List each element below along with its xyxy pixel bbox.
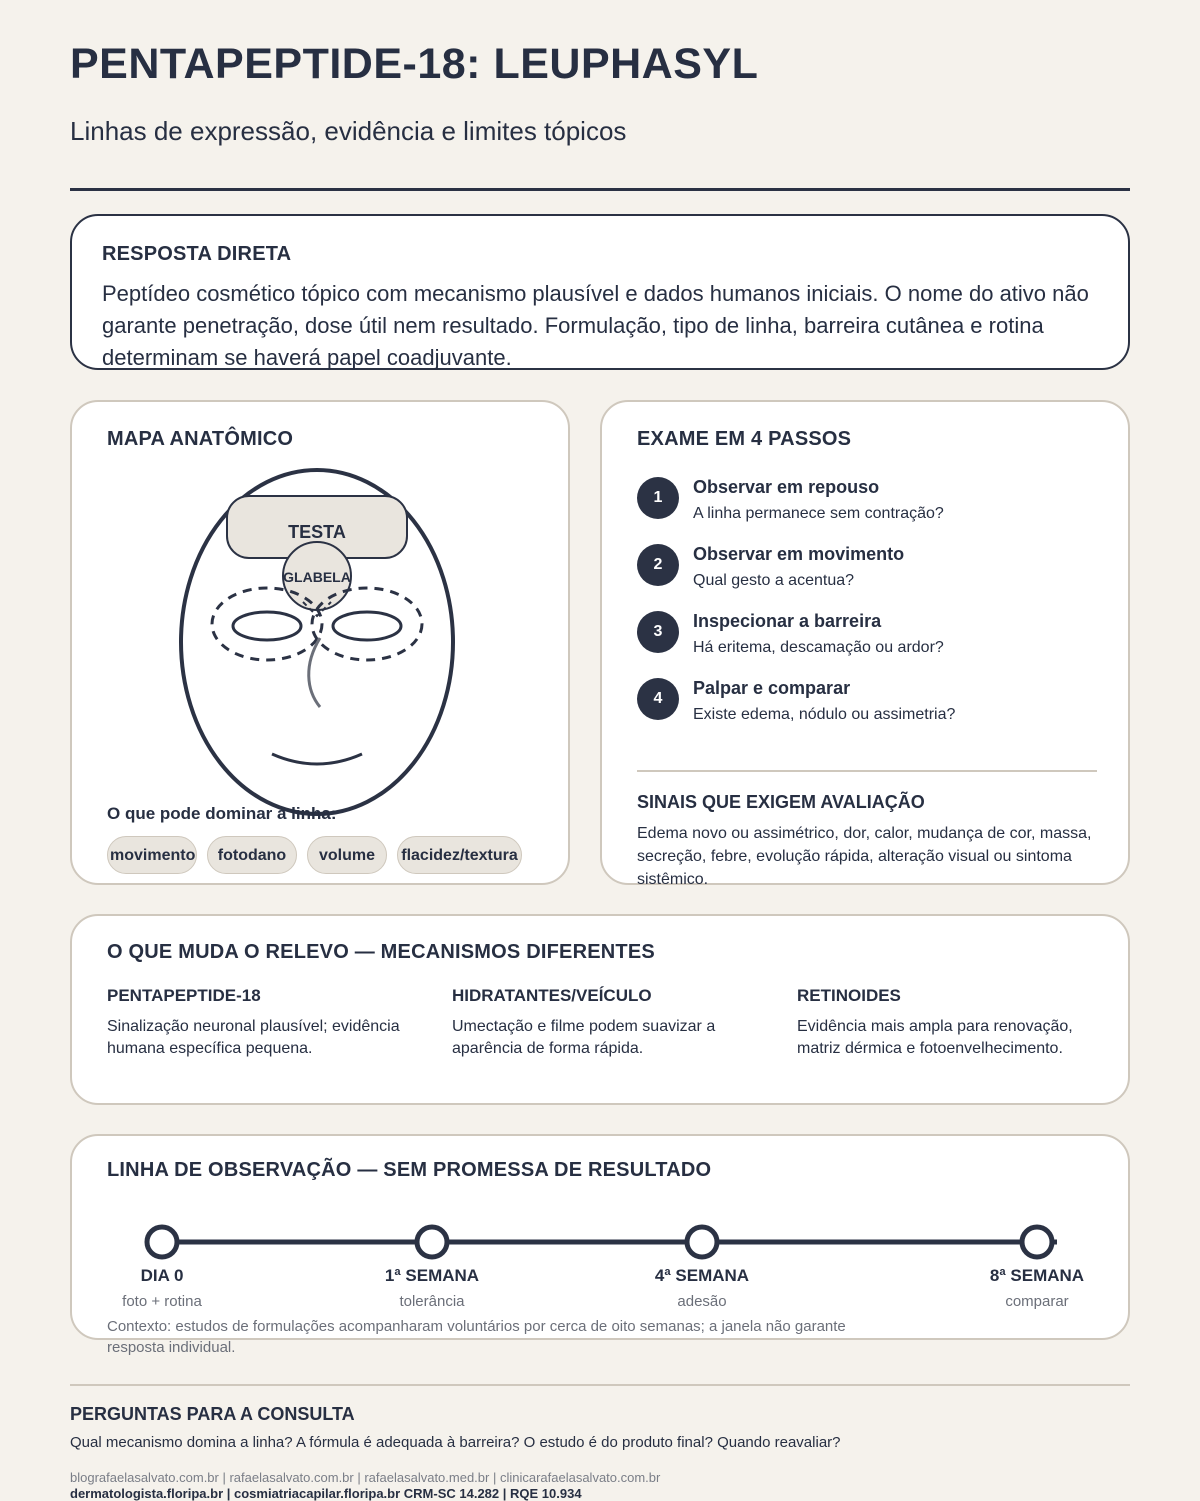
exam-card [600,400,1130,888]
mechanism-column [797,986,1097,1060]
step-number-badge: 2 [637,544,679,586]
timeline-point-sub: foto + rotina [122,1293,202,1310]
direct-answer-card [70,214,1130,370]
exam-divider [637,770,1097,772]
mechanisms-title: O QUE MUDA O RELEVO — MECANISMOS DIFERENTES [107,941,655,963]
mechanism-description: Evidência mais ampla para renovação, matriz dérmica e fotoenvelhecimento. [797,1018,1073,1057]
timeline-point-sub: comparar [1005,1293,1069,1310]
glabella-label: GLABELA [283,569,351,585]
step-description: Qual gesto a acentua? [693,572,855,589]
chip-laxity-texture: flacidez/textura [397,836,522,874]
step-description: A linha permanece sem contração? [693,505,944,522]
chip-movement: movimento [107,836,197,874]
header-divider [70,188,1130,191]
step-number-badge: 1 [637,477,679,519]
anatomy-map-card [70,400,570,885]
mechanism-column [452,986,752,1060]
face-diagram [72,402,572,822]
mechanism-description: Umectação e filme podem suavizar a aparência de forma rápida. [452,1018,716,1057]
mechanisms-card [70,914,1130,1105]
chip-volume: volume [307,836,387,874]
mouth-line [272,754,362,764]
timeline-context-note: Contexto: estudos de formulações acompanharam voluntários por cerca de oito semanas; a janela não garante resposta individual. [107,1318,846,1356]
footer-sites: blografaelasalvato.com.br | rafaelasalvato.com.br | rafaelasalvato.med.br | clinicarafaelasalvato.com.br [70,1470,661,1485]
dominates-label: O que pode dominar a linha: [107,804,337,823]
anatomy-map-title: MAPA ANATÔMICO [107,428,294,450]
questions-text: Qual mecanismo domina a linha? A fórmula é adequada à barreira? O estudo é do produto final? Quando reavaliar? [70,1434,841,1451]
timeline-title: LINHA DE OBSERVAÇÃO — SEM PROMESSA DE RESULTADO [107,1159,712,1181]
step-number-badge: 4 [637,678,679,720]
eye-left [233,612,301,640]
timeline-point-sub: tolerância [399,1293,465,1310]
step-number-badge: 3 [637,611,679,653]
mechanism-description: Sinalização neuronal plausível; evidência humana específica pequena. [107,1018,400,1057]
timeline-node [1022,1227,1052,1257]
timeline-point-label: 1ª SEMANA [384,1266,480,1285]
timeline-node [147,1227,177,1257]
step-title: Palpar e comparar [693,678,851,698]
forehead-label: TESTA [288,522,346,542]
page-title: PENTAPEPTIDE-18: LEUPHASYL [70,40,759,88]
step-title: Observar em repouso [693,477,880,497]
eye-right [333,612,401,640]
chip-row [107,836,522,874]
warning-signs-text: Edema novo ou assimétrico, dor, calor, mudança de cor, massa, secreção, febre, evolução rápida, alteração visual ou sintoma sistêmico. [637,825,1092,888]
step-title: Inspecionar a barreira [693,611,882,631]
timeline-point-sub: adesão [677,1293,727,1310]
step-description: Existe edema, nódulo ou assimetria? [693,706,956,723]
timeline-point-label: 4ª SEMANA [654,1266,750,1285]
timeline-point-label: DIA 0 [140,1266,184,1285]
timeline-track [72,1136,1132,1276]
step-title: Observar em movimento [693,544,905,564]
direct-answer-title: RESPOSTA DIRETA [102,243,292,265]
mechanism-column [107,986,407,1060]
timeline-card [70,1134,1130,1356]
step-description: Há eritema, descamação ou ardor? [693,639,944,656]
timeline-point-label: 8ª SEMANA [989,1266,1085,1285]
chip-photodamage: fotodano [207,836,297,874]
mechanism-title: RETINOIDES [797,986,901,1005]
page-subtitle: Linhas de expressão, evidência e limites tópicos [70,116,627,146]
mechanism-title: PENTAPEPTIDE-18 [107,986,261,1005]
timeline-node [687,1227,717,1257]
questions-title: PERGUNTAS PARA A CONSULTA [70,1404,355,1424]
warning-signs-title: SINAIS QUE EXIGEM AVALIAÇÃO [637,792,925,812]
direct-answer-text: Peptídeo cosmético tópico com mecanismo plausível e dados humanos iniciais. O nome do ativo não garante penetração, dose útil nem resultado. Formulação, tipo de linha, barreira cutânea e rotina determinam se haverá papel coadjuvante. [102,281,1089,370]
questions-divider [70,1384,1130,1386]
timeline-node [417,1227,447,1257]
nose-line [309,638,320,707]
mechanism-title: HIDRATANTES/VEÍCULO [452,986,652,1005]
footer-credentials: dermatologista.floripa.br | cosmiatriacapilar.floripa.br CRM-SC 14.282 | RQE 10.934 [70,1486,582,1501]
exam-title: EXAME EM 4 PASSOS [637,428,852,450]
